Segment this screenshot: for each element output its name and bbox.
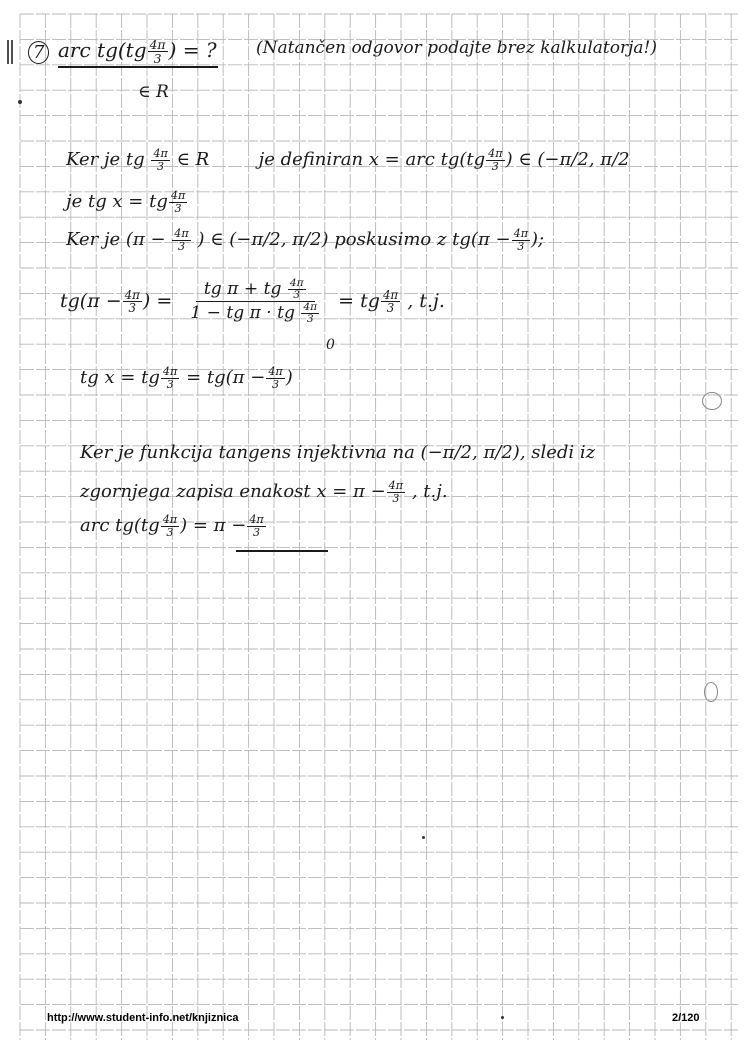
scan-dot: [501, 1016, 504, 1019]
question-domain-note: ∈ R: [138, 82, 169, 102]
solution-line-3: Ker je (π − $\frac{4\pi}{3}$ ) ∈ (−π/2, π/2) poskusimo z tg(π − $\frac{4\pi}{3}$ );: [66, 227, 545, 253]
footer-page-number: 2/120: [672, 1012, 700, 1024]
solution-line-6: Ker je funkcija tangens injektivna na (−π/2, π/2), sledi iz: [80, 442, 596, 463]
problem-instruction: (Natančen odgovor podajte brez kalkulatorja!): [256, 38, 657, 58]
zero-annotation: 0: [326, 337, 335, 353]
answer-underline: [236, 550, 328, 552]
question-underline: [58, 66, 218, 68]
solution-line-8-answer: arc tg(tg $\frac{4\pi}{3}$ ) = π − $\frac{4\pi}{3}$: [80, 513, 264, 539]
solution-line-4: tg(π − $\frac{4\pi}{3}$ ) = tg π + tg $\frac{4\pi}{3}$ 1 − tg π · tg $\frac{4\pi}{3}$ = tg $\frac{4\pi}{3}$ , t.j.: [60, 277, 445, 326]
problem-question: arc tg(tg $\frac{4\pi}{3}$ ) = ?: [58, 37, 217, 67]
footer-source-url: http://www.student-info.net/knjiznica: [47, 1012, 239, 1024]
solution-line-5: tg x = tg $\frac{4\pi}{3}$ = tg(π − $\frac{4\pi}{3}$ ): [80, 365, 293, 391]
scan-dot: [18, 100, 22, 104]
solution-line-1: Ker je tg $\frac{4\pi}{3}$ ∈ R je definiran x = arc tg(tg $\frac{4\pi}{3}$ ) ∈ (−π/2, π/2: [66, 147, 630, 173]
scan-dot: [422, 836, 425, 839]
scan-smudge: [702, 392, 722, 410]
solution-line-7: zgornjega zapisa enakost x = π − $\frac{4\pi}{3}$ , t.j.: [80, 479, 448, 505]
problem-number: 7: [28, 44, 49, 62]
scan-smudge: [704, 682, 718, 702]
solution-line-2: je tg x = tg $\frac{4\pi}{3}$: [66, 189, 186, 215]
